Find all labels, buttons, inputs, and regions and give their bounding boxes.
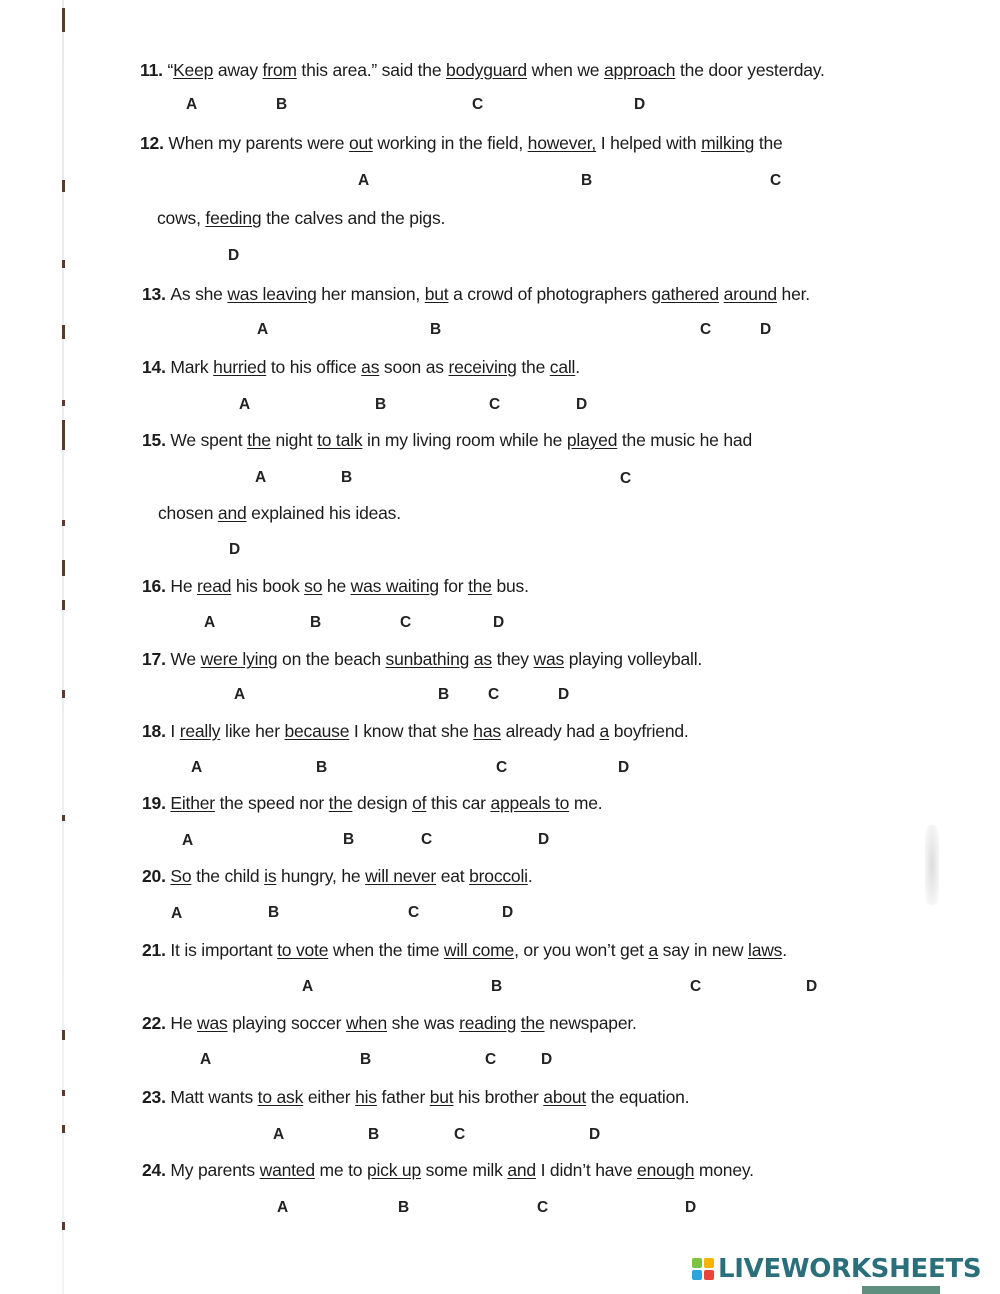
question-text: this car	[426, 793, 491, 813]
underlined-option: will never	[365, 866, 437, 886]
binder-mark	[62, 1030, 65, 1040]
question-text: me.	[569, 793, 603, 813]
underlined-option: wanted	[259, 1160, 315, 1180]
underlined-option: to vote	[277, 940, 329, 960]
question-18-line-1	[142, 721, 689, 742]
underlined-option: as	[473, 649, 492, 669]
answer-label-d[interactable]: D	[589, 1126, 601, 1143]
question-text: “	[167, 60, 174, 80]
question-number: 23.	[142, 1087, 171, 1107]
question-text: playing soccer	[227, 1013, 346, 1033]
question-number: 14.	[142, 357, 171, 377]
question-text: Matt wants	[170, 1087, 258, 1107]
scan-smudge	[925, 825, 939, 905]
question-text: in my living room while he	[362, 430, 567, 450]
underlined-option: feeding	[205, 208, 262, 228]
question-text: .	[782, 940, 787, 960]
question-text: the speed nor	[214, 793, 329, 813]
question-number: 24.	[142, 1160, 171, 1180]
answer-label-b[interactable]: B	[368, 1126, 380, 1143]
answer-label-c[interactable]: C	[408, 904, 420, 921]
underlined-option: a	[599, 721, 610, 741]
underlined-option: hurried	[213, 357, 267, 377]
underlined-option: so	[304, 576, 323, 596]
question-text: I know that she	[349, 721, 474, 741]
underlined-option: to talk	[317, 430, 363, 450]
question-text: on the beach	[277, 649, 386, 669]
question-text: He	[170, 576, 198, 596]
answer-label-b[interactable]: B	[375, 396, 387, 413]
question-text: cows,	[157, 208, 206, 228]
underlined-option: was	[197, 1013, 228, 1033]
answer-label-b[interactable]: B	[276, 96, 288, 113]
question-text: his book	[231, 576, 305, 596]
question-11-line-1	[140, 60, 825, 81]
question-12-line-1	[140, 133, 783, 154]
underlined-option: broccoli	[469, 866, 528, 886]
question-number: 11.	[140, 60, 168, 80]
answer-label-a[interactable]: A	[186, 96, 198, 113]
binder-mark	[62, 1125, 65, 1133]
binder-mark	[62, 325, 65, 339]
underlined-option: his	[355, 1087, 377, 1107]
underlined-option: but	[424, 284, 449, 304]
answer-label-b[interactable]: B	[343, 831, 355, 848]
underlined-option: to ask	[257, 1087, 304, 1107]
underlined-option: reading	[459, 1013, 517, 1033]
question-number: 12.	[140, 133, 169, 153]
question-number: 19.	[142, 793, 171, 813]
answer-label-d[interactable]: D	[576, 396, 588, 413]
question-text: newspaper.	[544, 1013, 637, 1033]
question-number: 22.	[142, 1013, 171, 1033]
answer-label-a[interactable]: A	[204, 614, 216, 631]
underlined-option: and	[507, 1160, 536, 1180]
logo-text: LIVEWORKSHEETS	[718, 1254, 982, 1284]
answer-label-c[interactable]: C	[400, 614, 412, 631]
binder-mark	[62, 520, 65, 526]
answer-label-d[interactable]: D	[634, 96, 646, 113]
question-text: the music he had	[617, 430, 752, 450]
underlined-option: enough	[637, 1160, 695, 1180]
question-text: I	[170, 721, 180, 741]
question-number: 20.	[142, 866, 171, 886]
answer-label-d[interactable]: D	[502, 904, 514, 921]
answer-label-a[interactable]: A	[255, 469, 267, 486]
underlined-option: gathered	[651, 284, 719, 304]
answer-label-b[interactable]: B	[268, 904, 280, 921]
question-text: It is important	[170, 940, 278, 960]
underlined-option: really	[179, 721, 221, 741]
answer-label-b[interactable]: B	[581, 172, 593, 189]
question-text: his brother	[453, 1087, 544, 1107]
question-text: like her	[220, 721, 285, 741]
question-text: eat	[436, 866, 470, 886]
underlined-option: the	[328, 793, 353, 813]
underlined-option: however,	[527, 133, 597, 153]
underlined-option: the	[520, 1013, 545, 1033]
underlined-option: of	[412, 793, 427, 813]
question-text: He	[170, 1013, 198, 1033]
underlined-option: pick up	[366, 1160, 422, 1180]
underlined-option: approach	[603, 60, 676, 80]
question-text: hungry, he	[276, 866, 366, 886]
answer-label-c[interactable]: C	[496, 759, 508, 776]
underlined-option: around	[723, 284, 777, 304]
answer-label-d[interactable]: D	[228, 247, 240, 264]
question-text: he	[322, 576, 351, 596]
answer-label-b[interactable]: B	[316, 759, 328, 776]
underlined-option: about	[543, 1087, 587, 1107]
answer-label-c[interactable]: C	[485, 1051, 497, 1068]
question-text: either	[303, 1087, 356, 1107]
liveworksheets-logo-icon	[692, 1258, 714, 1280]
underlined-option: the	[247, 430, 271, 450]
binder-mark	[62, 560, 65, 576]
answer-label-c[interactable]: C	[700, 321, 712, 338]
question-13-line-1	[142, 284, 810, 305]
binder-mark	[62, 1222, 65, 1230]
question-text: the door yesterday.	[675, 60, 825, 80]
question-text: chosen	[158, 503, 218, 523]
underlined-option: bodyguard	[446, 60, 527, 80]
question-text: As she	[170, 284, 228, 304]
question-text: the child	[191, 866, 265, 886]
question-text: her mansion,	[316, 284, 425, 304]
footer-bar	[862, 1286, 940, 1294]
question-text: bus.	[491, 576, 529, 596]
answer-label-a[interactable]: A	[234, 686, 246, 703]
question-text: We	[170, 649, 201, 669]
underlined-option: were lying	[200, 649, 278, 669]
answer-label-d[interactable]: D	[541, 1051, 553, 1068]
question-text: this area.” said the	[296, 60, 447, 80]
binder-mark	[62, 180, 65, 192]
question-text: a crowd of photographers	[448, 284, 652, 304]
question-number: 16.	[142, 576, 171, 596]
binder-mark	[62, 8, 65, 32]
question-text: to his office	[266, 357, 362, 377]
underlined-option: a	[648, 940, 658, 960]
question-text: the	[754, 133, 783, 153]
question-22-line-1	[142, 1013, 637, 1034]
underlined-option: was	[533, 649, 565, 669]
liveworksheets-logo[interactable]	[692, 1252, 981, 1286]
answer-label-c[interactable]: C	[454, 1126, 466, 1143]
underlined-option: appeals to	[490, 793, 570, 813]
question-text: some milk	[421, 1160, 508, 1180]
question-text: explained his ideas.	[246, 503, 401, 523]
underlined-option: because	[284, 721, 350, 741]
binder-mark	[62, 690, 65, 698]
question-text: her.	[776, 284, 810, 304]
logo-square-green	[692, 1258, 702, 1268]
question-text: she was	[387, 1013, 460, 1033]
question-text: I didn’t have	[535, 1160, 638, 1180]
question-14-line-1	[142, 357, 580, 378]
question-number: 18.	[142, 721, 171, 741]
question-21-line-1	[142, 940, 787, 961]
question-text: I helped with	[596, 133, 702, 153]
question-number: 17.	[142, 649, 171, 669]
question-19-line-1	[142, 793, 602, 814]
question-text: We spent	[170, 430, 248, 450]
question-number: 15.	[142, 430, 171, 450]
answer-label-c[interactable]: C	[620, 470, 632, 487]
question-text: the calves and the pigs.	[261, 208, 446, 228]
question-16-line-1	[142, 576, 529, 597]
binder-mark	[62, 400, 65, 406]
answer-label-b[interactable]: B	[430, 321, 442, 338]
underlined-option: and	[217, 503, 247, 523]
underlined-option: Either	[170, 793, 215, 813]
answer-label-a[interactable]: A	[239, 396, 251, 413]
answer-label-a[interactable]: A	[171, 905, 183, 922]
answer-label-a[interactable]: A	[191, 759, 203, 776]
question-text: .	[527, 866, 533, 886]
answer-label-b[interactable]: B	[310, 614, 322, 631]
answer-label-c[interactable]: C	[489, 396, 501, 413]
underlined-option: milking	[701, 133, 755, 153]
underlined-option: will come	[443, 940, 515, 960]
underlined-option: as	[361, 357, 380, 377]
question-text: Mark	[170, 357, 214, 377]
answer-label-b[interactable]: B	[491, 978, 503, 995]
logo-square-red	[704, 1270, 714, 1280]
underlined-option: when	[345, 1013, 387, 1033]
answer-label-a[interactable]: A	[358, 172, 370, 189]
binder-mark	[62, 815, 65, 821]
logo-square-yellow	[704, 1258, 714, 1268]
answer-label-c[interactable]: C	[690, 978, 702, 995]
answer-label-b[interactable]: B	[438, 686, 450, 703]
question-24-line-1	[142, 1160, 754, 1181]
answer-label-d[interactable]: D	[558, 686, 570, 703]
answer-label-c[interactable]: C	[537, 1199, 549, 1216]
underlined-option: laws	[748, 940, 783, 960]
question-23-line-1	[142, 1087, 689, 1108]
question-text: for	[438, 576, 469, 596]
answer-label-b[interactable]: B	[341, 469, 353, 486]
question-text: say in new	[657, 940, 748, 960]
question-text: boyfriend.	[609, 721, 689, 741]
answer-label-c[interactable]: C	[770, 172, 782, 189]
underlined-option: So	[170, 866, 192, 886]
answer-label-a[interactable]: A	[273, 1126, 285, 1143]
binder-mark	[62, 260, 65, 268]
answer-label-a[interactable]: A	[182, 832, 194, 849]
answer-label-c[interactable]: C	[421, 831, 433, 848]
underlined-option: out	[348, 133, 373, 153]
answer-label-b[interactable]: B	[398, 1199, 410, 1216]
underlined-option: is	[264, 866, 277, 886]
answer-label-d[interactable]: D	[685, 1199, 697, 1216]
question-20-line-1	[142, 866, 533, 887]
answer-label-c[interactable]: C	[488, 686, 500, 703]
question-text: father	[376, 1087, 430, 1107]
answer-label-d[interactable]: D	[538, 831, 550, 848]
answer-label-a[interactable]: A	[302, 978, 314, 995]
answer-label-d[interactable]: D	[760, 321, 772, 338]
question-text: money.	[694, 1160, 754, 1180]
underlined-option: Keep	[173, 60, 214, 80]
question-text: the equation.	[586, 1087, 690, 1107]
question-number: 13.	[142, 284, 171, 304]
answer-label-d[interactable]: D	[806, 978, 818, 995]
underlined-option: was waiting	[350, 576, 439, 596]
answer-label-c[interactable]: C	[472, 96, 484, 113]
question-17-line-1	[142, 649, 702, 670]
question-text: away	[213, 60, 263, 80]
scan-edge-shadow	[62, 0, 64, 1294]
question-text: night	[270, 430, 318, 450]
question-12-line-2	[157, 208, 445, 229]
question-text: they	[491, 649, 534, 669]
question-15-line-1	[142, 430, 752, 451]
answer-label-a[interactable]: A	[257, 321, 269, 338]
question-text: when the time	[328, 940, 444, 960]
underlined-option: from	[262, 60, 297, 80]
underlined-option: has	[473, 721, 501, 741]
underlined-option: receiving	[448, 357, 517, 377]
question-text: soon as	[379, 357, 449, 377]
underlined-option: the	[468, 576, 492, 596]
answer-label-d[interactable]: D	[229, 541, 241, 558]
answer-label-a[interactable]: A	[277, 1199, 289, 1216]
answer-label-d[interactable]: D	[618, 759, 630, 776]
underlined-option: but	[429, 1087, 454, 1107]
underlined-option: read	[197, 576, 232, 596]
binder-mark	[62, 600, 65, 610]
answer-label-a[interactable]: A	[200, 1051, 212, 1068]
underlined-option: sunbathing	[385, 649, 470, 669]
question-text: me to	[314, 1160, 367, 1180]
question-15-line-2	[158, 503, 401, 524]
binder-mark	[62, 1090, 65, 1096]
question-number: 21.	[142, 940, 171, 960]
question-text: the	[516, 357, 550, 377]
binder-mark	[62, 420, 65, 450]
question-text: .	[575, 357, 580, 377]
question-text: when we	[526, 60, 604, 80]
question-text: When my parents were	[168, 133, 349, 153]
question-text: My parents	[170, 1160, 260, 1180]
question-text: already had	[500, 721, 600, 741]
underlined-option: call	[549, 357, 576, 377]
answer-label-d[interactable]: D	[493, 614, 505, 631]
underlined-option: was leaving	[227, 284, 317, 304]
question-text: design	[352, 793, 413, 813]
question-text: , or you won’t get	[514, 940, 649, 960]
question-text: playing volleyball.	[564, 649, 703, 669]
answer-label-b[interactable]: B	[360, 1051, 372, 1068]
question-text: working in the field,	[372, 133, 528, 153]
logo-square-blue	[692, 1270, 702, 1280]
underlined-option: played	[566, 430, 618, 450]
